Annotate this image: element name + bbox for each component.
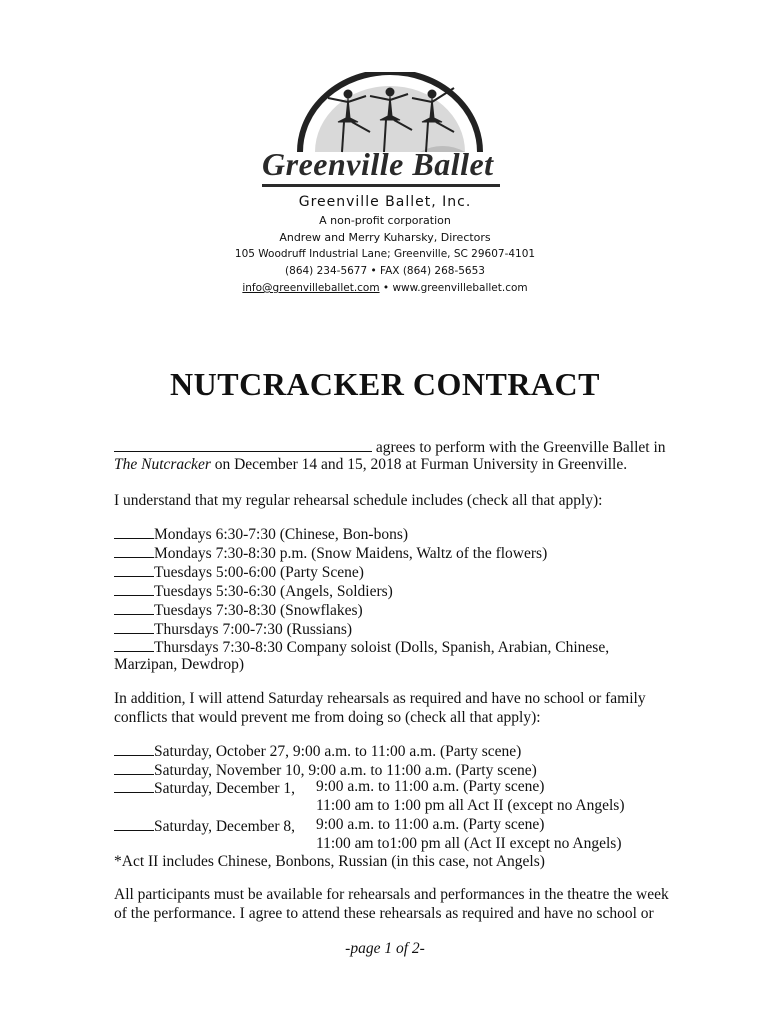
- org-phone: (864) 234-5677 • FAX (864) 268-5653: [285, 265, 485, 277]
- regular-intro: I understand that my regular rehearsal schedule includes (check all that apply):: [114, 492, 603, 509]
- saturday-item-label: Saturday, December 8,: [154, 818, 296, 835]
- regular-item: [114, 562, 364, 582]
- saturday-intro-2: conflicts that would prevent me from doing so (check all that apply):: [114, 709, 541, 726]
- intro-line-1: [114, 437, 666, 457]
- logo-name: Greenville Ballet: [262, 146, 494, 182]
- regular-item-text: Thursdays 7:00-7:30 (Russians): [154, 621, 353, 638]
- email-link[interactable]: info@greenvilleballet.com: [242, 282, 380, 294]
- contact-separator: •: [379, 282, 393, 294]
- regular-item: [114, 581, 393, 601]
- page-number: -page 1 of 2-: [345, 940, 425, 957]
- regular-item: [114, 637, 609, 657]
- logo-rule: [262, 184, 500, 187]
- check-blank[interactable]: [114, 600, 154, 615]
- org-name: Greenville Ballet, Inc.: [298, 194, 472, 210]
- org-contact: [0, 282, 770, 294]
- saturday-item-label: Saturday, December 1,: [154, 780, 296, 797]
- check-blank[interactable]: [114, 778, 154, 793]
- closing-line-2: of the performance. I agree to attend these rehearsals as required and have no school or: [114, 905, 654, 922]
- regular-item: [114, 619, 352, 639]
- check-blank[interactable]: [114, 816, 154, 831]
- saturday-item-text: Saturday, October 27, 9:00 a.m. to 11:00 a.m. (Party scene): [154, 743, 522, 760]
- regular-item: [114, 543, 547, 563]
- intro-line-2: [114, 456, 627, 474]
- closing-line-1: All participants must be available for rehearsals and performances in the theatre the week: [114, 886, 669, 903]
- check-blank[interactable]: [114, 562, 154, 577]
- regular-item-text: Tuesdays 5:00-6:00 (Party Scene): [154, 564, 364, 581]
- regular-item-wrap: Marzipan, Dewdrop): [114, 656, 244, 673]
- regular-item-text: Thursdays 7:30-8:30 Company soloist (Dolls, Spanish, Arabian, Chinese,: [154, 639, 610, 656]
- check-blank[interactable]: [114, 581, 154, 596]
- saturday-item-dec1: [114, 778, 295, 798]
- regular-item-text: Mondays 6:30-7:30 (Chinese, Bon-bons): [154, 526, 409, 543]
- saturday-item-dec8: [114, 816, 295, 836]
- org-directors: Andrew and Merry Kuharsky, Directors: [279, 231, 491, 244]
- regular-item-text: Mondays 7:30-8:30 p.m. (Snow Maidens, Waltz of the flowers): [154, 545, 548, 562]
- website-link[interactable]: www.greenvilleballet.com: [392, 282, 528, 294]
- check-blank[interactable]: [114, 760, 154, 775]
- check-blank[interactable]: [114, 637, 154, 652]
- saturday-item: [114, 741, 521, 761]
- page-title: NUTCRACKER CONTRACT: [170, 366, 600, 402]
- check-blank[interactable]: [114, 543, 154, 558]
- check-blank[interactable]: [114, 741, 154, 756]
- intro-italic-title: The Nutcracker: [114, 456, 211, 473]
- intro-text-1: agrees to perform with the Greenville Ballet in: [372, 439, 666, 456]
- org-address: 105 Woodruff Industrial Lane; Greenville, SC 29607-4101: [234, 248, 536, 260]
- saturday-item: [114, 760, 537, 780]
- regular-item: [114, 600, 363, 620]
- dec8-time2: 11:00 am to1:00 pm all (Act II except no Angels): [316, 835, 622, 852]
- dec1-time1: 9:00 a.m. to 11:00 a.m. (Party scene): [316, 778, 545, 795]
- intro-text-2: on December 14 and 15, 2018 at Furman University in Greenville.: [210, 456, 628, 473]
- act-note: *Act II includes Chinese, Bonbons, Russian (in this case, not Angels): [114, 853, 545, 870]
- regular-item: [114, 524, 408, 544]
- regular-item-text: Tuesdays 5:30-6:30 (Angels, Soldiers): [154, 583, 393, 600]
- saturday-item-text: Saturday, November 10, 9:00 a.m. to 11:00 a.m. (Party scene): [154, 762, 537, 779]
- performer-name-blank[interactable]: [114, 437, 372, 452]
- dec8-time1: 9:00 a.m. to 11:00 a.m. (Party scene): [316, 816, 545, 833]
- check-blank[interactable]: [114, 619, 154, 634]
- regular-item-text: Tuesdays 7:30-8:30 (Snowflakes): [154, 602, 363, 619]
- check-blank[interactable]: [114, 524, 154, 539]
- saturday-intro-1: In addition, I will attend Saturday rehearsals as required and have no school or family: [114, 690, 646, 707]
- org-type: A non-profit corporation: [319, 214, 451, 227]
- dec1-time2: 11:00 am to 1:00 pm all Act II (except no Angels): [316, 797, 625, 814]
